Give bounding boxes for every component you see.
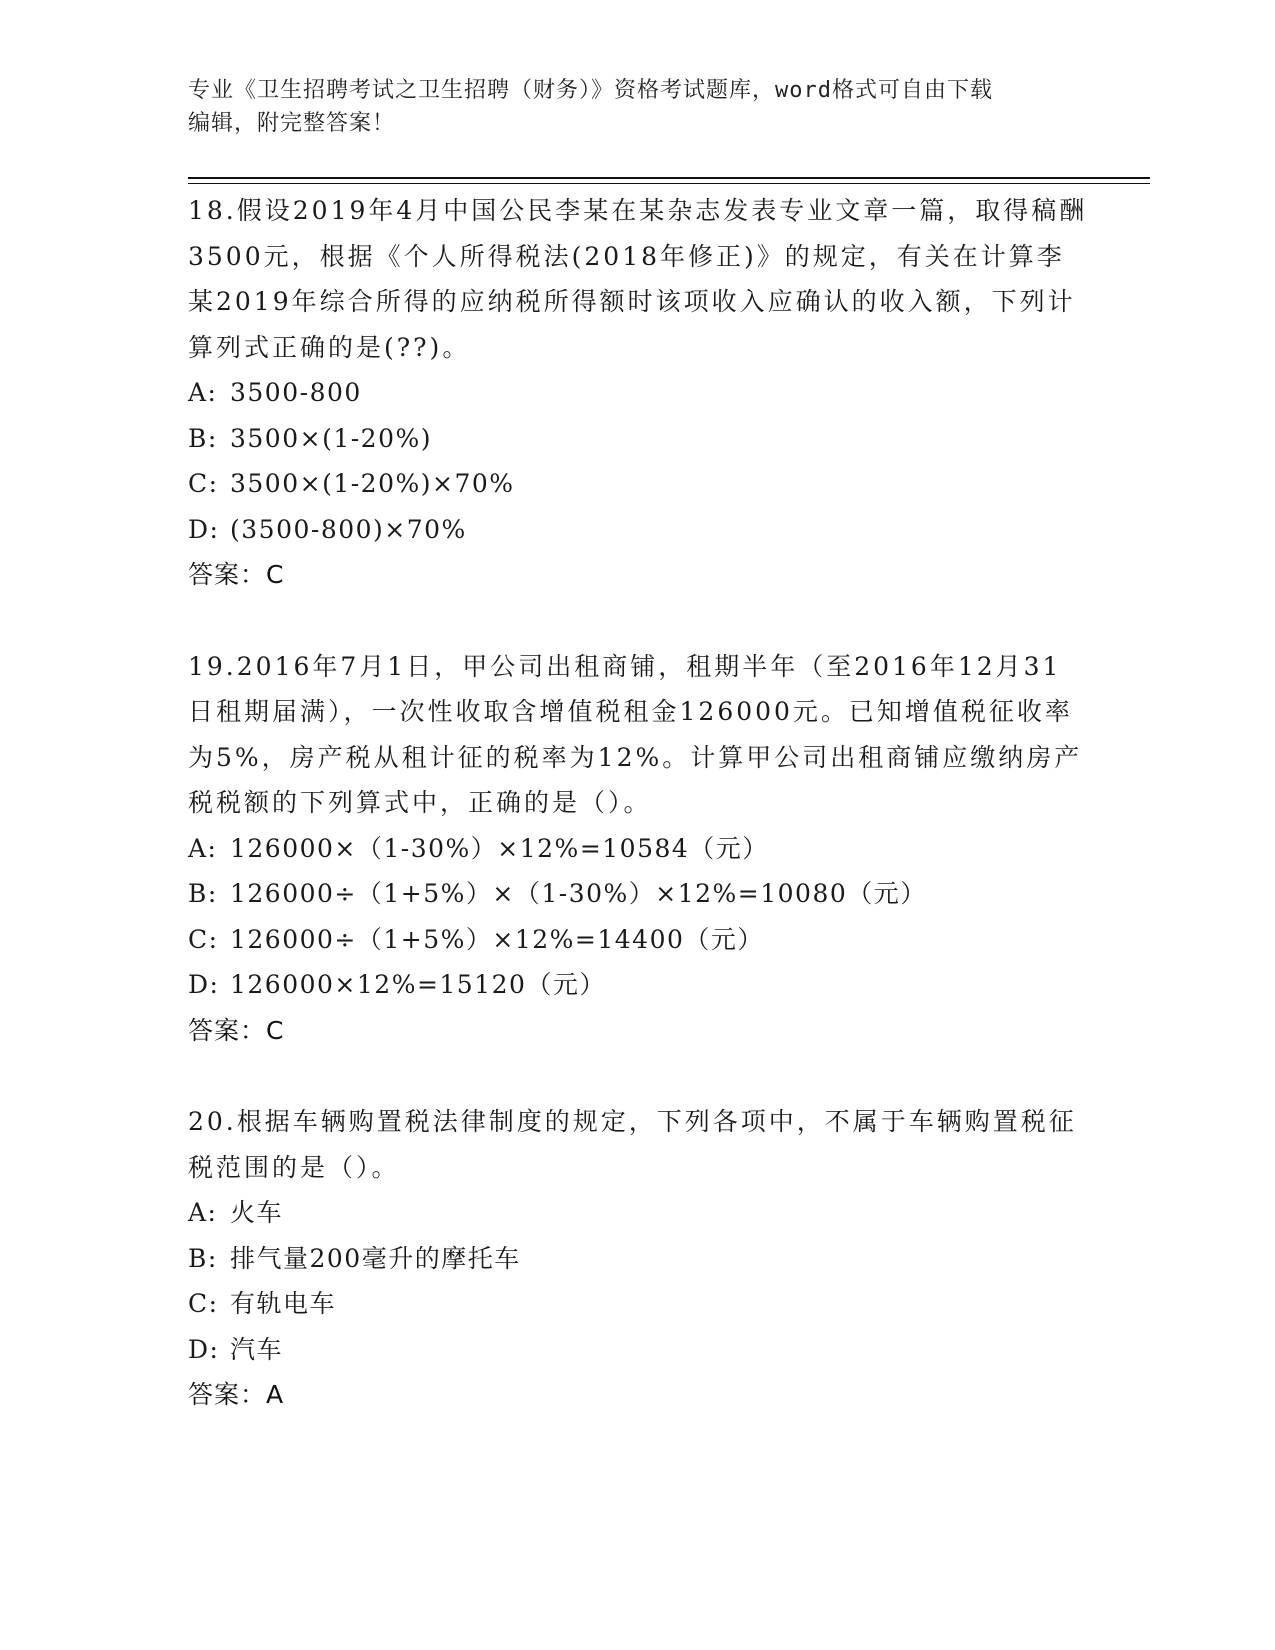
option-text: (3500-800)×70% bbox=[230, 514, 467, 544]
question-20 bbox=[188, 1099, 1088, 1418]
option-key: C: bbox=[188, 469, 219, 498]
option-text: 火车 bbox=[230, 1198, 284, 1227]
option-a bbox=[188, 826, 1088, 872]
answer-line: 答案：C bbox=[188, 1015, 285, 1045]
header-line-2: 编辑，附完整答案！ bbox=[188, 111, 396, 136]
option-key: C: bbox=[188, 1289, 219, 1318]
header-divider-thin bbox=[188, 183, 1150, 184]
option-text: 汽车 bbox=[230, 1334, 284, 1364]
option-b bbox=[188, 416, 1088, 462]
option-c bbox=[188, 917, 1088, 963]
option-key: A: bbox=[188, 378, 218, 407]
option-d bbox=[188, 507, 1088, 553]
option-text: 126000×（1-30%）×12%=10584（元） bbox=[230, 833, 769, 863]
option-a bbox=[188, 1190, 1088, 1236]
answer-line: 答案：C bbox=[188, 560, 285, 589]
question-list bbox=[188, 188, 1088, 1418]
option-b bbox=[188, 871, 1088, 917]
option-key: B: bbox=[188, 423, 218, 453]
option-text: 126000×12%=15120（元） bbox=[230, 970, 606, 999]
header-divider-thick bbox=[188, 177, 1150, 179]
option-text: 有轨电车 bbox=[230, 1289, 337, 1318]
question-stem: 20.根据车辆购置税法律制度的规定，下列各项中，不属于车辆购置税征税范围的是（）。 bbox=[188, 1107, 1077, 1182]
option-a bbox=[188, 370, 1088, 416]
question-19 bbox=[188, 644, 1088, 1054]
option-text: 126000÷（1+5%）×（1-30%）×12%=10080（元） bbox=[230, 879, 927, 908]
option-text: 排气量200毫升的摩托车 bbox=[230, 1243, 521, 1273]
question-18 bbox=[188, 188, 1088, 598]
option-text: 3500×(1-20%)×70% bbox=[230, 469, 515, 498]
option-d bbox=[188, 1327, 1088, 1373]
option-key: B: bbox=[188, 1243, 218, 1273]
option-key: A: bbox=[188, 1198, 218, 1227]
option-c bbox=[188, 461, 1088, 507]
answer-line: 答案：A bbox=[188, 1380, 285, 1409]
option-d bbox=[188, 962, 1088, 1008]
document-header bbox=[188, 74, 1078, 140]
option-key: C: bbox=[188, 924, 219, 954]
option-key: D: bbox=[188, 970, 220, 999]
question-stem: 18.假设2019年4月中国公民李某在某杂志发表专业文章一篇，取得稿酬3500元，根据《个人所得税法(2018年修正)》的规定，有关在计算李某2019年综合所得的应纳税所得额时该项收入应确认的收入额，下列计算列式正确的是(??)。 bbox=[188, 196, 1088, 362]
option-key: D: bbox=[188, 1334, 220, 1364]
option-text: 3500×(1-20%) bbox=[230, 423, 432, 453]
option-key: D: bbox=[188, 514, 220, 544]
option-key: A: bbox=[188, 833, 218, 863]
option-text: 126000÷（1+5%）×12%=14400（元） bbox=[230, 924, 764, 954]
option-c bbox=[188, 1281, 1088, 1327]
option-b bbox=[188, 1236, 1088, 1282]
question-stem: 19.2016年7月1日，甲公司出租商铺，租期半年（至2016年12月31日租期届满），一次性收取含增值税租金126000元。已知增值税征收率为5%，房产税从租计征的税率为12%。计算甲公司出租商铺应缴纳房产税税额的下列算式中，正确的是（）。 bbox=[188, 651, 1083, 817]
header-line-1: 专业《卫生招聘考试之卫生招聘（财务）》资格考试题库，word格式可自由下载 bbox=[188, 78, 993, 103]
option-text: 3500-800 bbox=[230, 378, 362, 407]
option-key: B: bbox=[188, 879, 218, 908]
